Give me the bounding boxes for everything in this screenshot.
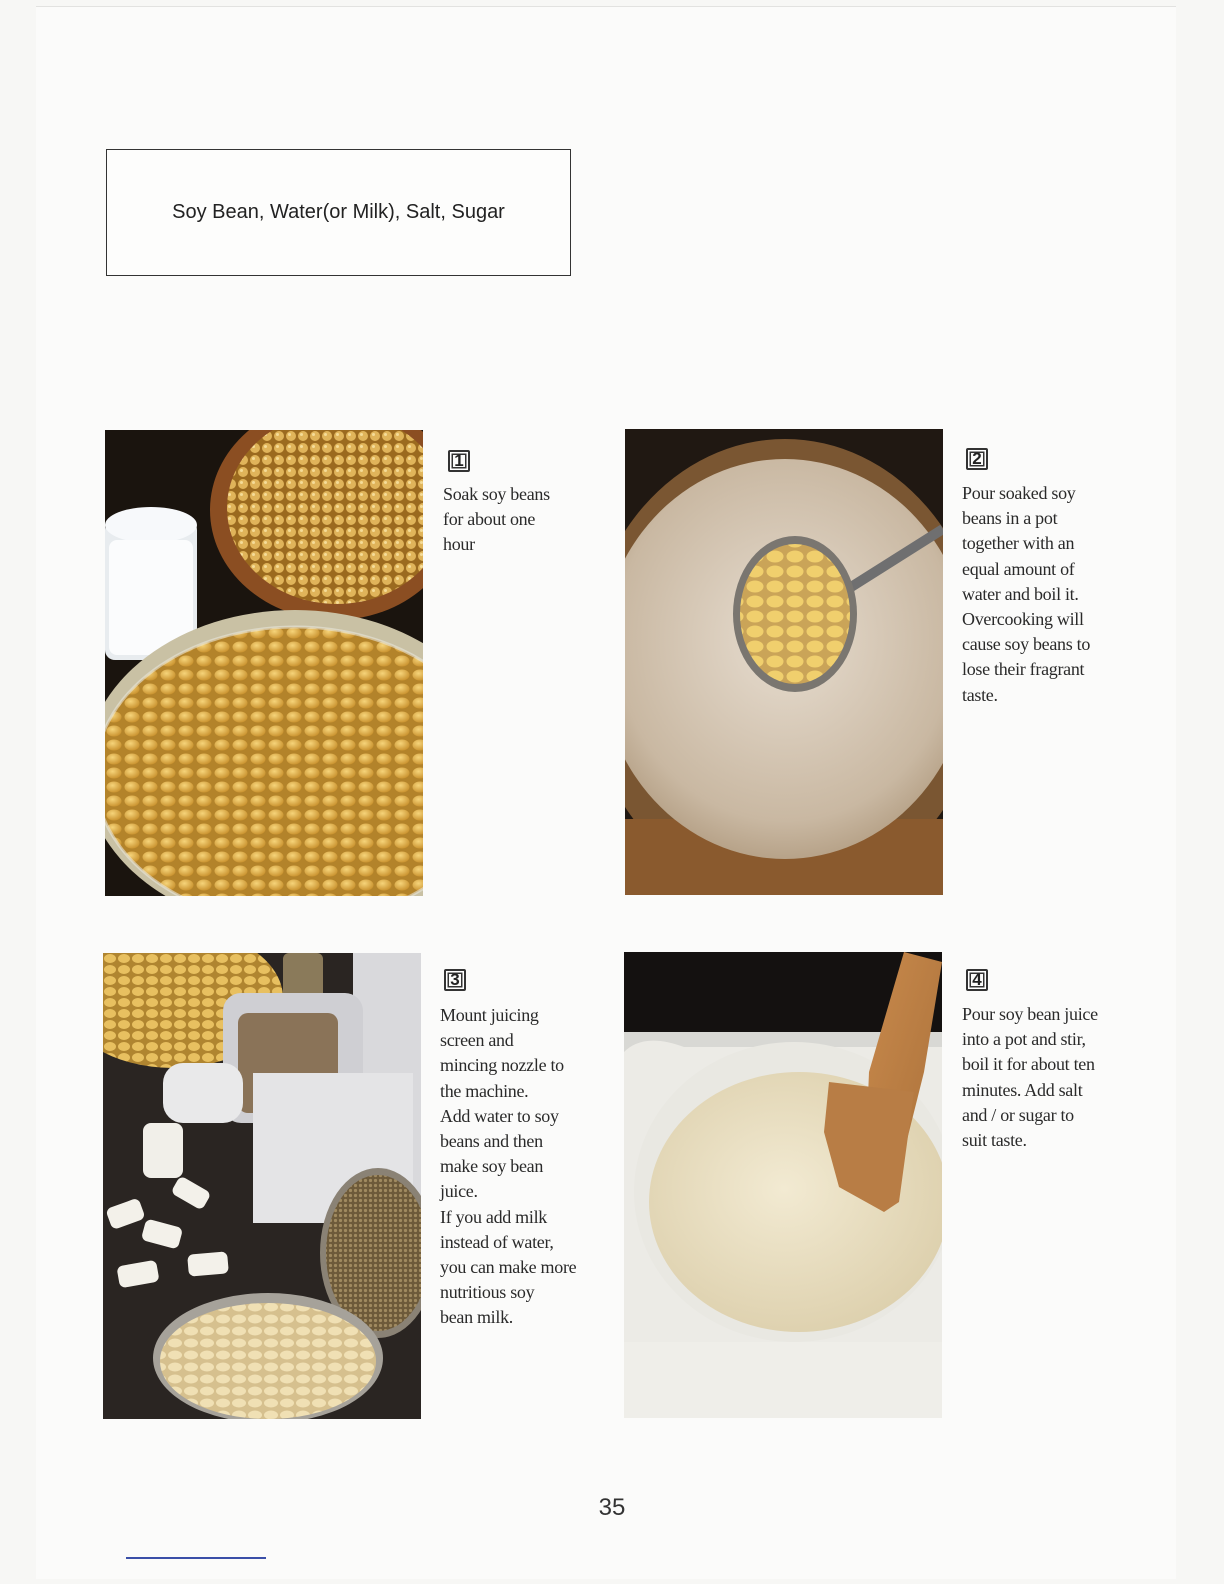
step-3-text: Mount juicing screen and mincing nozzle to the machine. Add water to soy beans and then make soy bean juice. If you add milk instead of water, you can make more nutritious soy bean milk.: [440, 1005, 577, 1328]
step-3-number: 3: [444, 969, 466, 991]
page-number: 35: [598, 1494, 626, 1521]
step-3-photo: [103, 953, 421, 1419]
step-4-text: Pour soy bean juice into a pot and stir, boil it for about ten minutes. Add salt and / or sugar to suit taste.: [962, 1004, 1098, 1151]
step-4-number: 4: [966, 969, 988, 991]
step-1-photo: [105, 430, 423, 896]
ingredients-box: Soy Bean, Water(or Milk), Salt, Sugar: [106, 149, 571, 276]
step-2-number: 2: [966, 448, 988, 470]
step-1-text: Soak soy beans for about one hour: [443, 484, 550, 555]
step-2-text: Pour soaked soy beans in a pot together with an equal amount of water and boil it. Overcooking will cause soy beans to lose their fragrant taste.: [962, 483, 1091, 705]
step-2-photo: [625, 429, 943, 895]
step-1-number: 1: [448, 450, 470, 472]
step-4-photo: [624, 952, 942, 1418]
footer-rule: [126, 1557, 266, 1559]
